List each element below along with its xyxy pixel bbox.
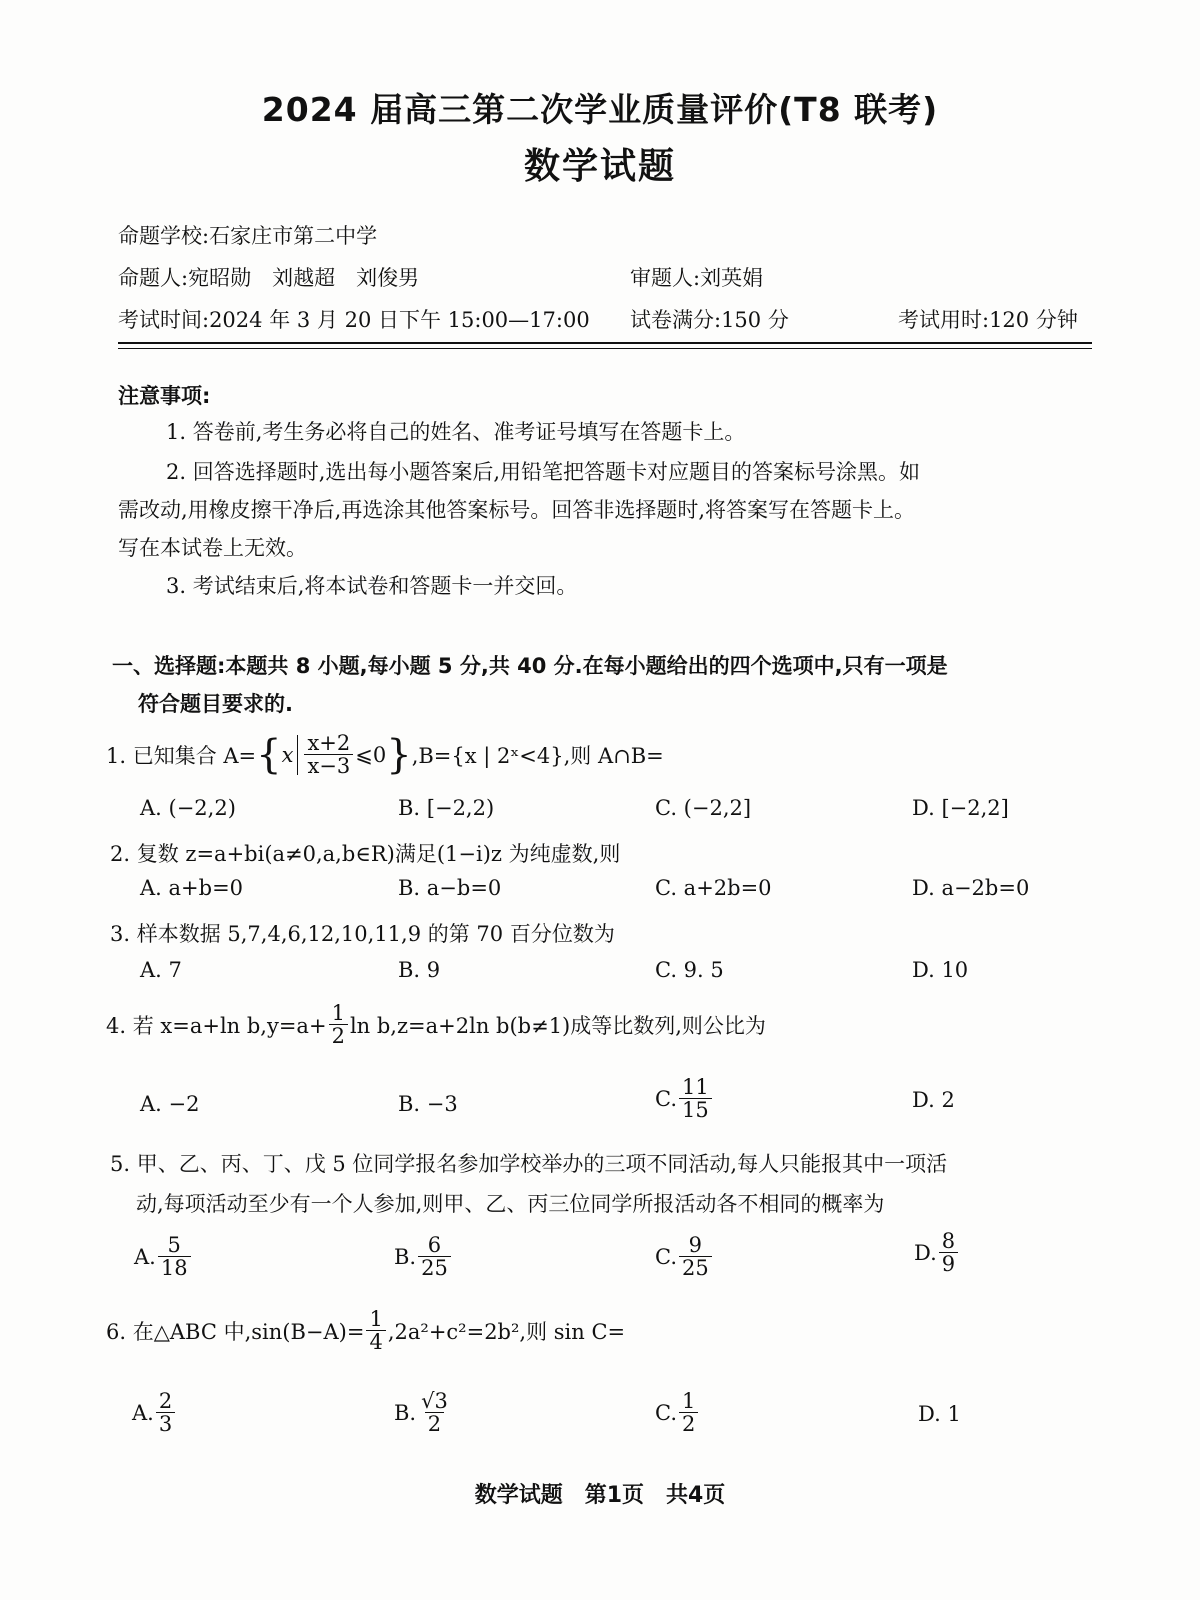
q6-frac-num: 1 bbox=[369, 1307, 383, 1331]
q5-option-d bbox=[914, 1230, 960, 1275]
q1-fraction bbox=[304, 732, 353, 777]
question-3: 3. 样本数据 5,7,4,6,12,10,11,9 的第 70 百分位数为 bbox=[110, 922, 615, 946]
q4-frac-den: 2 bbox=[329, 1024, 348, 1047]
frac-num: 8 bbox=[941, 1229, 956, 1253]
frac-den: 25 bbox=[418, 1256, 451, 1279]
q5-option-label: C. bbox=[655, 1244, 677, 1269]
frac-den: 9 bbox=[939, 1252, 958, 1275]
q1-set-var: x bbox=[281, 742, 294, 767]
q2-option-d: D. a−2b=0 bbox=[912, 876, 1030, 900]
frac-num: √3 bbox=[421, 1389, 448, 1413]
q5-option-fraction bbox=[418, 1234, 451, 1279]
header-rule-thin bbox=[118, 348, 1092, 349]
q5-option-fraction bbox=[158, 1234, 191, 1279]
q3-option-c: C. 9. 5 bbox=[655, 958, 724, 982]
left-brace: { bbox=[256, 731, 282, 778]
meta-school: 命题学校:石家庄市第二中学 bbox=[118, 224, 378, 248]
meta-duration: 考试用时:120 分钟 bbox=[898, 308, 1078, 332]
q5-option-label: B. bbox=[394, 1244, 417, 1269]
q5-option-fraction bbox=[679, 1234, 712, 1279]
meta-reviewer: 审题人:刘英娟 bbox=[630, 266, 764, 290]
q4-option-d: D. 2 bbox=[912, 1088, 955, 1112]
section-heading: 一、选择题:本题共 8 小题,每小题 5 分,共 40 分.在每小题给出的四个选项中,只有一项是 bbox=[112, 654, 948, 678]
q6-fraction bbox=[366, 1308, 385, 1353]
q3-option-a: A. 7 bbox=[140, 958, 182, 982]
question-2: 2. 复数 z=a+bi(a≠0,a,b∈R)满足(1−i)z 为纯虚数,则 bbox=[110, 842, 621, 866]
q6-option-b bbox=[394, 1390, 453, 1435]
frac-den: 18 bbox=[158, 1256, 191, 1279]
q1-prefix: 1. 已知集合 A= bbox=[106, 743, 257, 768]
notice-item: 需改动,用橡皮擦干净后,再选涂其他答案标号。回答非选择题时,将答案写在答题卡上。 bbox=[118, 498, 916, 522]
q5-option-b bbox=[394, 1234, 453, 1279]
frac-den: 2 bbox=[425, 1412, 444, 1435]
notice-heading: 注意事项: bbox=[118, 384, 211, 408]
frac-num: 1 bbox=[682, 1389, 696, 1413]
notice-item: 3. 考试结束后,将本试卷和答题卡一并交回。 bbox=[166, 574, 578, 598]
q5-option-label: D. bbox=[914, 1240, 937, 1265]
q6-option-a bbox=[132, 1390, 177, 1435]
q4-optc-den: 15 bbox=[679, 1098, 712, 1121]
q6-option-c bbox=[655, 1390, 700, 1435]
q5-option-label: A. bbox=[134, 1244, 156, 1269]
q1-frac-num: x+2 bbox=[307, 731, 351, 755]
q4-option-b: B. −3 bbox=[398, 1092, 458, 1116]
frac-den: 3 bbox=[156, 1412, 175, 1435]
question-5-cont: 动,每项活动至少有一个人参加,则甲、乙、丙三位同学所报活动各不相同的概率为 bbox=[136, 1192, 885, 1216]
q6-option-fraction bbox=[418, 1390, 451, 1435]
right-brace: } bbox=[386, 731, 412, 778]
q5-option-fraction bbox=[939, 1230, 958, 1275]
q4-suffix: ln b,z=a+2ln b(b≠1)成等比数列,则公比为 bbox=[349, 1013, 766, 1038]
q1-option-d: D. [−2,2] bbox=[912, 796, 1009, 820]
q6-option-label: C. bbox=[655, 1400, 677, 1425]
notice-item: 2. 回答选择题时,选出每小题答案后,用铅笔把答题卡对应题目的答案标号涂黑。如 bbox=[166, 460, 921, 484]
q1-frac-den: x−3 bbox=[304, 754, 353, 777]
notice-item: 1. 答卷前,考生务必将自己的姓名、准考证号填写在答题卡上。 bbox=[166, 420, 746, 444]
q4-option-c-fraction bbox=[679, 1076, 712, 1121]
frac-den: 25 bbox=[679, 1256, 712, 1279]
frac-num: 9 bbox=[688, 1233, 703, 1257]
frac-num: 2 bbox=[158, 1389, 173, 1413]
q4-option-a: A. −2 bbox=[140, 1092, 200, 1116]
q2-option-b: B. a−b=0 bbox=[398, 876, 502, 900]
q6-suffix: ,2a²+c²=2b²,则 sin C= bbox=[387, 1319, 626, 1344]
q6-frac-den: 4 bbox=[366, 1330, 385, 1353]
q6-option-fraction bbox=[679, 1390, 698, 1435]
meta-authors: 命题人:宛昭勋 刘越超 刘俊男 bbox=[118, 266, 420, 290]
q1-option-c: C. (−2,2] bbox=[655, 796, 752, 820]
q1-option-b: B. [−2,2) bbox=[398, 796, 495, 820]
q5-option-a bbox=[134, 1234, 193, 1279]
frac-num: 5 bbox=[167, 1233, 181, 1257]
question-4 bbox=[106, 1002, 766, 1047]
meta-time: 考试时间:2024 年 3 月 20 日下午 15:00—17:00 bbox=[118, 308, 590, 332]
section-heading-cont: 符合题目要求的. bbox=[138, 692, 293, 716]
q1-option-a: A. (−2,2) bbox=[140, 796, 236, 820]
q4-prefix: 4. 若 x=a+ln b,y=a+ bbox=[106, 1013, 327, 1038]
q4-optc-num: 11 bbox=[682, 1075, 709, 1099]
q4-option-c bbox=[655, 1076, 714, 1121]
notice-item: 写在本试卷上无效。 bbox=[118, 536, 307, 560]
page-footer: 数学试题 第1页 共4页 bbox=[474, 1483, 726, 1508]
q2-option-a: A. a+b=0 bbox=[140, 876, 244, 900]
q3-option-b: B. 9 bbox=[398, 958, 441, 982]
q3-option-d: D. 10 bbox=[912, 958, 969, 982]
q1-cond-tail: ⩽0 bbox=[355, 742, 387, 767]
meta-score: 试卷满分:150 分 bbox=[630, 308, 789, 332]
frac-den: 2 bbox=[679, 1412, 698, 1435]
q6-option-label: A. bbox=[132, 1400, 154, 1425]
q6-option-d: D. 1 bbox=[918, 1402, 961, 1426]
frac-num: 6 bbox=[427, 1233, 442, 1257]
q4-fraction bbox=[329, 1002, 348, 1047]
subject-title: 数学试题 bbox=[523, 146, 676, 187]
question-5: 5. 甲、乙、丙、丁、戊 5 位同学报名参加学校举办的三项不同活动,每人只能报其中一项活 bbox=[110, 1152, 948, 1176]
question-6 bbox=[106, 1308, 625, 1353]
q6-prefix: 6. 在△ABC 中,sin(B−A)= bbox=[106, 1319, 365, 1344]
q6-option-label: B. bbox=[394, 1400, 417, 1425]
q4-option-c-label: C. bbox=[655, 1086, 677, 1111]
q2-option-c: C. a+2b=0 bbox=[655, 876, 772, 900]
question-1 bbox=[106, 732, 664, 777]
header-rule-thick bbox=[118, 342, 1092, 344]
q1-suffix: ,B={x | 2ˣ<4},则 A∩B= bbox=[411, 743, 664, 768]
q6-option-fraction bbox=[156, 1390, 175, 1435]
exam-title: 2024 届高三第二次学业质量评价(T8 联考) bbox=[261, 90, 939, 129]
set-separator bbox=[297, 735, 298, 775]
q5-option-c bbox=[655, 1234, 714, 1279]
q4-frac-num: 1 bbox=[331, 1001, 345, 1025]
